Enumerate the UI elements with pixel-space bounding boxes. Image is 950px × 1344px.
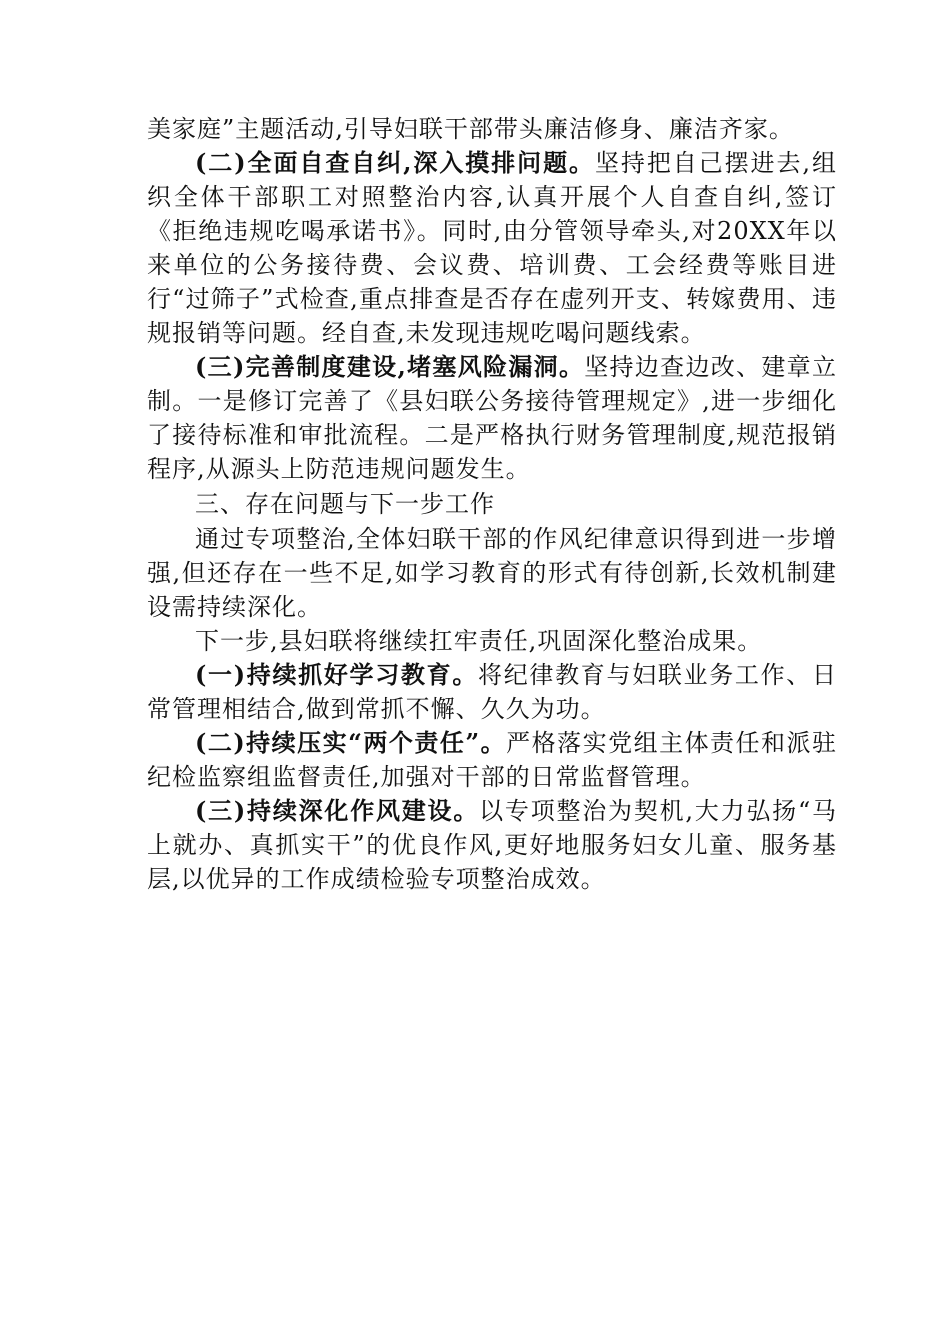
paragraph-text: 美家庭”主题活动,引导妇联干部带头廉洁修身、廉洁齐家。	[147, 115, 794, 143]
paragraph-text: 坚持把自己摆进去,组织全体干部职工对照整治内容,认真开展个人自查自纠,签订《拒绝违规吃喝承诺书》。同时,由分管领导牵头,对20XX年以来单位的公务接待费、会议费、培训费、工会经费等账目进行“过筛子”式检查,重点排查是否存在虚列开支、转嫁费用、违规报销等问题。经自查,未发现违规吃喝问题线索。	[147, 149, 837, 347]
paragraph-heading: (三)完善制度建设,堵塞风险漏洞。	[195, 352, 585, 381]
paragraph-continuation	[147, 112, 837, 146]
paragraph-heading: (一)持续抓好学习教育。	[195, 660, 479, 689]
paragraph-heading: (三)持续深化作风建设。	[195, 796, 480, 825]
paragraph-self-inspection	[147, 146, 837, 350]
paragraph-text: 通过专项整治,全体妇联干部的作风纪律意识得到进一步增强,但还存在一些不足,如学习教育的形式有待创新,长效机制建设需持续深化。	[147, 525, 837, 621]
paragraph-text: 下一步,县妇联将继续扛牢责任,巩固深化整治成果。	[195, 627, 763, 655]
document-body	[147, 112, 837, 896]
paragraph-text: 将纪律教育与妇联业务工作、日常管理相结合,做到常抓不懈、久久为功。	[147, 661, 838, 723]
paragraph-next-steps	[147, 624, 837, 658]
paragraph-text: 严格落实党组主体责任和派驻纪检监察组监督责任,加强对干部的日常监督管理。	[147, 729, 838, 791]
paragraph-study-education	[147, 658, 837, 726]
paragraph-heading: (二)持续压实“两个责任”。	[195, 728, 507, 757]
section-title: 三、存在问题与下一步工作	[195, 490, 495, 518]
paragraph-heading: (二)全面自查自纠,深入摸排问题。	[195, 148, 595, 177]
paragraph-text: 坚持边查边改、建章立制。一是修订完善了《县妇联公务接待管理规定》,进一步细化了接待标准和审批流程。二是严格执行财务管理制度,规范报销程序,从源头上防范违规问题发生。	[147, 353, 837, 483]
paragraph-two-responsibilities	[147, 726, 837, 794]
paragraph-problems	[147, 522, 837, 624]
paragraph-system-building	[147, 350, 837, 486]
paragraph-work-style	[147, 794, 837, 896]
paragraph-text: 以专项整治为契机,大力弘扬“马上就办、真抓实干”的优良作风,更好地服务妇女儿童、服务基层,以优异的工作成绩检验专项整治成效。	[147, 797, 837, 893]
